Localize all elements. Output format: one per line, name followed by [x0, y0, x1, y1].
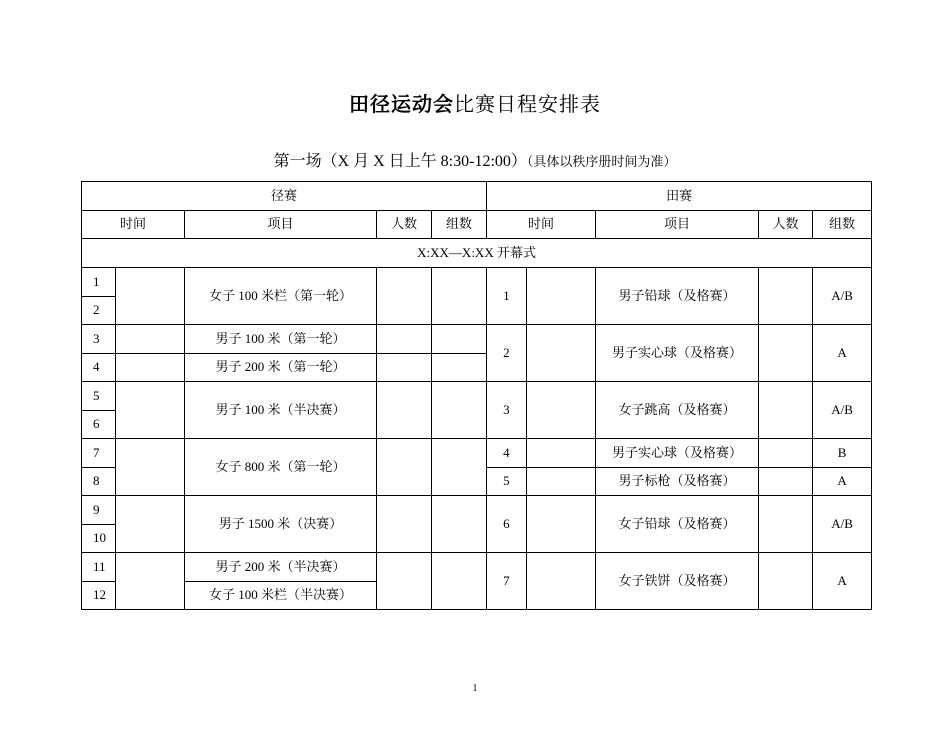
field-number: 3	[487, 382, 527, 439]
track-number: 4	[82, 354, 116, 382]
track-event: 男子 100 米（第一轮）	[185, 325, 377, 354]
title-bold: 田径运动会	[349, 92, 454, 116]
track-number: 12	[82, 582, 116, 610]
track-number: 7	[82, 439, 116, 468]
table-row	[82, 382, 872, 411]
field-event-header: 项目	[596, 211, 759, 239]
group-field-header: 田赛	[487, 182, 872, 211]
track-time-cell	[116, 496, 185, 553]
track-groups-cell	[432, 325, 487, 354]
track-groups-header: 组数	[432, 211, 487, 239]
field-time-cell	[527, 468, 596, 496]
field-number: 2	[487, 325, 527, 382]
track-event: 男子 200 米（第一轮）	[185, 354, 377, 382]
track-number: 3	[82, 325, 116, 354]
title-normal: 比赛日程安排表	[454, 92, 601, 116]
field-event: 男子实心球（及格赛）	[596, 439, 759, 468]
track-number: 5	[82, 382, 116, 411]
field-event: 男子标枪（及格赛）	[596, 468, 759, 496]
field-event: 女子铁饼（及格赛）	[596, 553, 759, 610]
field-groups: A/B	[813, 268, 872, 325]
track-event: 男子 1500 米（决赛）	[185, 496, 377, 553]
track-event-header: 项目	[185, 211, 377, 239]
track-number: 9	[82, 496, 116, 525]
track-groups-cell	[432, 496, 487, 553]
track-people-cell	[377, 354, 432, 382]
track-event: 男子 200 米（半决赛）	[185, 553, 377, 582]
page-number: 1	[472, 683, 478, 694]
opening-row	[82, 239, 872, 268]
group-header-row	[82, 182, 872, 211]
track-event: 女子 100 米栏（半决赛）	[185, 582, 377, 610]
track-number: 11	[82, 553, 116, 582]
track-people-cell	[377, 382, 432, 439]
track-number: 8	[82, 468, 116, 496]
track-people-cell	[377, 439, 432, 496]
field-event: 男子铅球（及格赛）	[596, 268, 759, 325]
track-people-cell	[377, 553, 432, 610]
field-time-header: 时间	[487, 211, 596, 239]
table-row	[82, 325, 872, 354]
field-people-header: 人数	[759, 211, 813, 239]
track-event: 女子 100 米栏（第一轮）	[185, 268, 377, 325]
field-groups: A	[813, 325, 872, 382]
track-time-cell	[116, 382, 185, 439]
track-number: 10	[82, 525, 116, 553]
field-time-cell	[527, 325, 596, 382]
field-groups: B	[813, 439, 872, 468]
session-note: （具体以秩序册时间为准）	[526, 154, 677, 169]
track-time-cell	[116, 325, 185, 354]
field-people-cell	[759, 325, 813, 382]
table-row	[82, 496, 872, 525]
track-time-cell	[116, 439, 185, 496]
field-time-cell	[527, 268, 596, 325]
session-time: 第一场（X 月 X 日上午 8:30-12:00）	[273, 153, 527, 170]
field-event: 女子铅球（及格赛）	[596, 496, 759, 553]
track-time-cell	[116, 268, 185, 325]
track-people-cell	[377, 325, 432, 354]
field-people-cell	[759, 268, 813, 325]
field-people-cell	[759, 553, 813, 610]
track-groups-cell	[432, 268, 487, 325]
opening-ceremony: X:XX—X:XX 开幕式	[82, 239, 872, 268]
field-number: 5	[487, 468, 527, 496]
track-event: 女子 800 米（第一轮）	[185, 439, 377, 496]
track-groups-cell	[432, 382, 487, 439]
field-people-cell	[759, 496, 813, 553]
field-number: 1	[487, 268, 527, 325]
track-groups-cell	[432, 354, 487, 382]
track-time-cell	[116, 553, 185, 610]
track-time-cell	[116, 354, 185, 382]
track-people-cell	[377, 268, 432, 325]
track-number: 6	[82, 411, 116, 439]
field-event: 男子实心球（及格赛）	[596, 325, 759, 382]
table-row	[82, 268, 872, 297]
field-people-cell	[759, 382, 813, 439]
field-time-cell	[527, 553, 596, 610]
track-number: 2	[82, 297, 116, 325]
column-header-row	[82, 211, 872, 239]
field-number: 6	[487, 496, 527, 553]
field-number: 4	[487, 439, 527, 468]
field-time-cell	[527, 439, 596, 468]
field-groups: A/B	[813, 496, 872, 553]
field-number: 7	[487, 553, 527, 610]
track-groups-cell	[432, 553, 487, 610]
field-groups-header: 组数	[813, 211, 872, 239]
track-groups-cell	[432, 439, 487, 496]
field-groups: A	[813, 468, 872, 496]
track-people-cell	[377, 496, 432, 553]
track-event: 男子 100 米（半决赛）	[185, 382, 377, 439]
field-groups: A/B	[813, 382, 872, 439]
group-track-header: 径赛	[82, 182, 487, 211]
schedule-table	[81, 181, 872, 610]
track-time-header: 时间	[82, 211, 185, 239]
table-row	[82, 439, 872, 468]
field-people-cell	[759, 468, 813, 496]
track-number: 1	[82, 268, 116, 297]
field-event: 女子跳高（及格赛）	[596, 382, 759, 439]
field-time-cell	[527, 382, 596, 439]
table-row	[82, 553, 872, 582]
session-subtitle	[0, 148, 950, 171]
track-people-header: 人数	[377, 211, 432, 239]
field-time-cell	[527, 496, 596, 553]
field-people-cell	[759, 439, 813, 468]
field-groups: A	[813, 553, 872, 610]
page-title	[0, 88, 950, 117]
